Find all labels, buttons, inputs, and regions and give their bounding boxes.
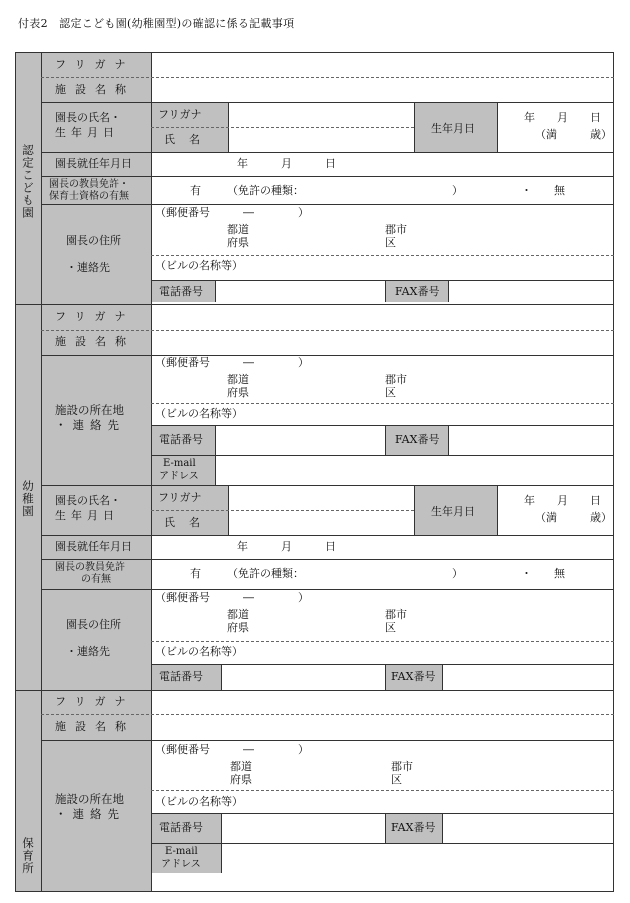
birthdate-ymd: 年 月 日 <box>524 111 601 124</box>
label-email-address: アドレス <box>161 859 201 870</box>
label-birthdate-left: 生年月日 <box>55 509 119 522</box>
label-shozaichi: 施設の所在地 <box>55 792 124 806</box>
menkyo-close: ） <box>452 184 463 197</box>
page-title: 付表2 認定こども園(幼稚園型)の確認に係る記載事項 <box>18 17 295 30</box>
label-encho-name: 園長の氏名・ <box>55 494 121 507</box>
building-name: （ビルの名称等） <box>155 795 243 808</box>
todo: 都道 <box>227 608 249 621</box>
label-shisetsu-meisho: 施設名称 <box>55 720 135 733</box>
ku: 区 <box>385 236 396 249</box>
label-shisetsu-meisho: 施設名称 <box>55 335 135 348</box>
label-birthdate: 生年月日 <box>431 505 475 518</box>
menkyo-nashi: ・ 無 <box>521 184 565 197</box>
fuken: 府県 <box>227 236 249 249</box>
label-fax: FAX番号 <box>395 285 440 298</box>
label-email: E-mail <box>163 458 196 469</box>
gunshi: 郡市 <box>385 608 407 621</box>
label-fax: FAX番号 <box>395 433 440 446</box>
postal-code: （郵便番号 ― ） <box>155 743 309 756</box>
gunshi: 郡市 <box>385 223 407 236</box>
label-birthdate: 生年月日 <box>431 122 475 135</box>
label-shozaichi-renraku: ・連絡先 <box>55 807 125 821</box>
label-email: E-mail <box>165 846 198 857</box>
label-shimei: 氏名 <box>164 133 214 146</box>
menkyo-shurui: （免許の種類： <box>227 184 304 197</box>
label-shozaichi-renraku: ・連絡先 <box>55 418 125 432</box>
birthdate-ymd: 年 月 日 <box>524 494 601 507</box>
gunshi: 郡市 <box>385 373 407 386</box>
fuken: 府県 <box>227 621 249 634</box>
label-furigana: フリガナ <box>55 310 135 323</box>
postal-code: （郵便番号 ― ） <box>155 206 309 219</box>
label-tel: 電話番号 <box>159 285 203 298</box>
postal-code: （郵便番号 ― ） <box>155 356 309 369</box>
menkyo-close: ） <box>452 567 463 580</box>
ku: 区 <box>391 773 402 786</box>
shunin-date: 年 月 日 <box>237 157 336 170</box>
fuken: 府県 <box>230 773 252 786</box>
label-tel: 電話番号 <box>159 670 203 683</box>
label-furigana-small: フリガナ <box>158 491 202 504</box>
todo: 都道 <box>230 760 252 773</box>
ku: 区 <box>385 386 396 399</box>
label-renrakusaki: ・連絡先 <box>66 645 110 658</box>
section-label-hoikusho: 保育所 <box>21 837 35 875</box>
ku: 区 <box>385 621 396 634</box>
section-label-youchien: 幼稚園 <box>21 480 35 518</box>
label-menkyo-1b: 保育士資格の有無 <box>49 191 129 202</box>
label-shimei: 氏名 <box>164 516 214 529</box>
label-furigana: フリガナ <box>55 695 135 708</box>
label-birthdate-left: 生年月日 <box>55 126 119 139</box>
todo: 都道 <box>227 373 249 386</box>
label-fax: FAX番号 <box>391 670 436 683</box>
form-table <box>15 52 614 892</box>
shunin-date: 年 月 日 <box>237 540 336 553</box>
label-encho-name: 園長の氏名・ <box>55 111 121 124</box>
label-menkyo-2a: 園長の教員免許 <box>55 562 125 573</box>
label-jusho: 園長の住所 <box>66 618 121 631</box>
label-furigana: フリガナ <box>55 58 135 71</box>
age-field: （満 歳） <box>535 128 612 141</box>
label-shunin: 園長就任年月日 <box>55 157 132 170</box>
label-shunin: 園長就任年月日 <box>55 540 132 553</box>
todo: 都道 <box>227 223 249 236</box>
label-menkyo-1a: 園長の教員免許・ <box>49 179 129 190</box>
fuken: 府県 <box>227 386 249 399</box>
building-name: （ビルの名称等） <box>155 645 243 658</box>
label-tel: 電話番号 <box>159 821 203 834</box>
label-email-address: アドレス <box>159 471 199 482</box>
label-furigana-small: フリガナ <box>158 108 202 121</box>
label-jusho: 園長の住所 <box>66 234 121 247</box>
building-name: （ビルの名称等） <box>155 259 243 272</box>
label-shisetsu-meisho: 施設名称 <box>55 83 135 96</box>
menkyo-ari: 有 <box>190 567 201 580</box>
menkyo-shurui: （免許の種類： <box>227 567 304 580</box>
age-field: （満 歳） <box>535 511 612 524</box>
building-name: （ビルの名称等） <box>155 407 243 420</box>
label-menkyo-2b: の有無 <box>81 574 111 585</box>
gunshi: 郡市 <box>391 760 413 773</box>
menkyo-ari: 有 <box>190 184 201 197</box>
label-tel: 電話番号 <box>159 433 203 446</box>
label-renrakusaki: ・連絡先 <box>66 261 110 274</box>
postal-code: （郵便番号 ― ） <box>155 591 309 604</box>
menkyo-nashi: ・ 無 <box>521 567 565 580</box>
label-shozaichi: 施設の所在地 <box>55 403 124 417</box>
section-label-nintei: 認定こども園 <box>21 144 35 219</box>
label-fax: FAX番号 <box>391 821 436 834</box>
